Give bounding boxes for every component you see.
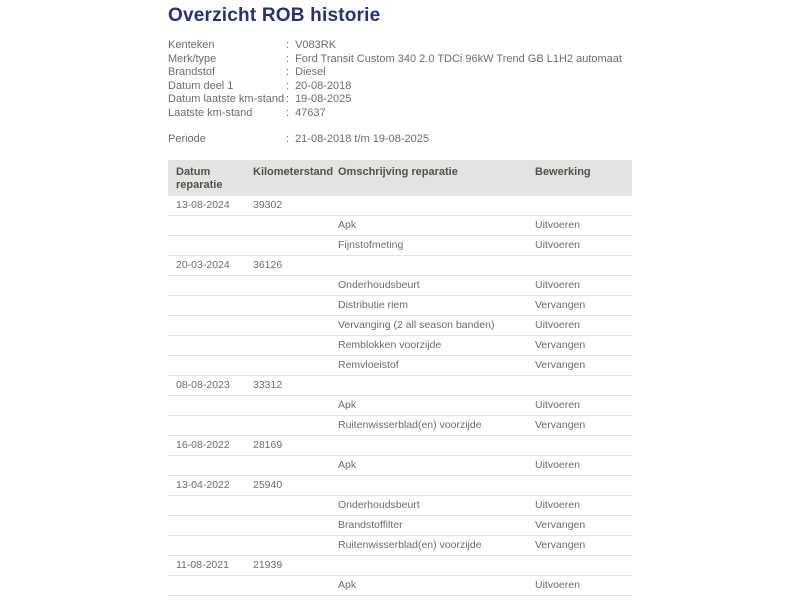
table-row	[168, 436, 632, 456]
table-row	[168, 296, 632, 316]
cell-datum-reparatie	[168, 336, 245, 355]
cell-kilometerstand	[245, 296, 330, 315]
vehicle-info-label: Kenteken	[168, 39, 215, 51]
cell-omschrijving-reparatie: Apk	[338, 219, 357, 231]
vehicle-info-value: 19-08-2025	[295, 93, 352, 105]
table-row	[168, 416, 632, 436]
cell-omschrijving-reparatie: Ruitenwisserblad(en) voorzijde	[338, 419, 482, 431]
table-header-row	[168, 160, 632, 196]
cell-kilometerstand: 36126	[253, 259, 283, 271]
cell-datum-reparatie	[168, 456, 245, 475]
vehicle-info	[168, 39, 622, 120]
cell-bewerking: Uitvoeren	[535, 219, 580, 231]
cell-bewerking: Vervangen	[535, 339, 586, 351]
cell-omschrijving-reparatie: Apk	[338, 579, 357, 591]
cell-kilometerstand	[245, 356, 330, 375]
cell-omschrijving-reparatie	[330, 376, 527, 395]
vehicle-info-row	[168, 39, 622, 53]
cell-bewerking: Vervangen	[535, 359, 586, 371]
cell-kilometerstand	[245, 276, 330, 295]
table-column-header: Bewerking	[535, 166, 591, 178]
cell-datum-reparatie	[168, 516, 245, 535]
cell-bewerking: Uitvoeren	[535, 399, 580, 411]
cell-bewerking: Uitvoeren	[535, 459, 580, 471]
vehicle-info-row	[168, 53, 622, 67]
cell-omschrijving-reparatie: Remvloeistof	[338, 359, 399, 371]
cell-kilometerstand	[245, 396, 330, 415]
periode-row	[168, 133, 429, 147]
cell-bewerking	[527, 196, 632, 215]
cell-omschrijving-reparatie: Onderhoudsbeurt	[338, 279, 420, 291]
rob-history-table	[168, 160, 632, 596]
cell-kilometerstand	[245, 316, 330, 335]
periode-separator: :	[286, 133, 290, 145]
table-row	[168, 256, 632, 276]
cell-datum-reparatie	[168, 416, 245, 435]
table-row	[168, 336, 632, 356]
cell-bewerking	[527, 556, 632, 575]
cell-bewerking	[527, 376, 632, 395]
table-column-header: Omschrijving reparatie	[338, 166, 458, 178]
vehicle-info-row	[168, 107, 622, 121]
cell-omschrijving-reparatie	[330, 476, 527, 495]
vehicle-info-separator: :	[286, 93, 290, 105]
cell-datum-reparatie: 20-03-2024	[176, 259, 230, 271]
cell-kilometerstand	[245, 336, 330, 355]
vehicle-info-row	[168, 80, 622, 94]
cell-omschrijving-reparatie: Onderhoudsbeurt	[338, 499, 420, 511]
cell-omschrijving-reparatie: Fijnstofmeting	[338, 239, 404, 251]
table-row	[168, 456, 632, 476]
vehicle-info-separator: :	[286, 52, 290, 65]
cell-omschrijving-reparatie	[330, 556, 527, 575]
cell-kilometerstand	[245, 456, 330, 475]
cell-kilometerstand: 25940	[253, 479, 283, 491]
cell-omschrijving-reparatie: Brandstoffilter	[338, 519, 403, 531]
table-row	[168, 476, 632, 496]
cell-omschrijving-reparatie: Remblokken voorzijde	[338, 339, 442, 351]
vehicle-info-separator: :	[286, 79, 290, 92]
vehicle-info-value: V083RK	[295, 39, 337, 51]
cell-bewerking: Uitvoeren	[535, 239, 580, 251]
cell-omschrijving-reparatie: Apk	[338, 459, 357, 471]
cell-kilometerstand: 33312	[253, 379, 283, 391]
table-row	[168, 576, 632, 596]
cell-bewerking: Vervangen	[535, 519, 586, 531]
cell-omschrijving-reparatie: Vervanging (2 all season banden)	[338, 319, 495, 331]
vehicle-info-row	[168, 93, 622, 107]
cell-datum-reparatie	[168, 216, 245, 235]
cell-kilometerstand	[245, 416, 330, 435]
cell-datum-reparatie	[168, 396, 245, 415]
cell-datum-reparatie	[168, 496, 245, 515]
cell-omschrijving-reparatie: Apk	[338, 399, 357, 411]
table-row	[168, 396, 632, 416]
cell-kilometerstand: 39302	[253, 199, 283, 211]
cell-kilometerstand	[245, 516, 330, 535]
vehicle-info-separator: :	[286, 39, 290, 51]
cell-bewerking: Vervangen	[535, 299, 586, 311]
cell-kilometerstand	[245, 216, 330, 235]
table-row	[168, 236, 632, 256]
cell-bewerking: Uitvoeren	[535, 279, 580, 291]
periode-value: 21-08-2018 t/m 19-08-2025	[295, 133, 429, 145]
table-column-header: Datum reparatie	[176, 166, 223, 191]
cell-omschrijving-reparatie	[330, 196, 527, 215]
cell-datum-reparatie	[168, 276, 245, 295]
vehicle-info-row	[168, 66, 622, 80]
cell-bewerking: Uitvoeren	[535, 319, 580, 331]
vehicle-info-value: Diesel	[295, 66, 326, 78]
cell-bewerking	[527, 476, 632, 495]
table-row	[168, 536, 632, 556]
table-row	[168, 356, 632, 376]
table-row	[168, 376, 632, 396]
cell-omschrijving-reparatie: Distributie riem	[338, 299, 409, 311]
cell-datum-reparatie: 13-08-2024	[176, 199, 230, 211]
cell-omschrijving-reparatie	[330, 436, 527, 455]
cell-bewerking	[527, 436, 632, 455]
table-row	[168, 216, 632, 236]
vehicle-info-value: 47637	[295, 106, 326, 119]
table-row	[168, 516, 632, 536]
cell-kilometerstand	[245, 236, 330, 255]
cell-datum-reparatie	[168, 296, 245, 315]
cell-datum-reparatie: 08-08-2023	[176, 379, 230, 391]
table-row	[168, 196, 632, 216]
page-title: Overzicht ROB historie	[168, 5, 381, 26]
cell-datum-reparatie: 13-04-2022	[176, 479, 230, 491]
table-column-header: Kilometerstand	[253, 166, 334, 178]
vehicle-info-label: Datum deel 1	[168, 79, 234, 92]
vehicle-info-value: 20-08-2018	[295, 79, 352, 92]
cell-kilometerstand: 21939	[253, 559, 283, 571]
cell-kilometerstand	[245, 496, 330, 515]
cell-omschrijving-reparatie	[330, 256, 527, 275]
cell-datum-reparatie	[168, 536, 245, 555]
table-row	[168, 316, 632, 336]
cell-kilometerstand	[245, 576, 330, 595]
cell-datum-reparatie: 16-08-2022	[176, 439, 230, 451]
cell-bewerking: Vervangen	[535, 419, 586, 431]
cell-kilometerstand	[245, 536, 330, 555]
table-row	[168, 496, 632, 516]
vehicle-info-separator: :	[286, 66, 290, 78]
vehicle-info-label: Merk/type	[168, 52, 217, 65]
vehicle-info-value: Ford Transit Custom 340 2.0 TDCi 96kW Trend GB L1H2 automaat	[295, 52, 622, 65]
cell-bewerking: Vervangen	[535, 539, 586, 551]
cell-bewerking: Uitvoeren	[535, 499, 580, 511]
cell-datum-reparatie	[168, 236, 245, 255]
cell-datum-reparatie	[168, 356, 245, 375]
cell-datum-reparatie	[168, 316, 245, 335]
periode-label: Periode	[168, 133, 206, 145]
cell-datum-reparatie	[168, 576, 245, 595]
table-row	[168, 556, 632, 576]
cell-bewerking: Uitvoeren	[535, 579, 580, 591]
vehicle-info-label: Brandstof	[168, 66, 216, 78]
vehicle-info-label: Laatste km-stand	[168, 106, 253, 119]
table-body	[168, 196, 632, 596]
cell-bewerking	[527, 256, 632, 275]
vehicle-info-label: Datum laatste km-stand	[168, 93, 285, 105]
periode-section	[168, 133, 429, 147]
vehicle-info-separator: :	[286, 106, 290, 119]
table-row	[168, 276, 632, 296]
cell-datum-reparatie: 11-08-2021	[176, 559, 229, 571]
cell-omschrijving-reparatie: Ruitenwisserblad(en) voorzijde	[338, 539, 482, 551]
cell-kilometerstand: 28169	[253, 439, 283, 451]
